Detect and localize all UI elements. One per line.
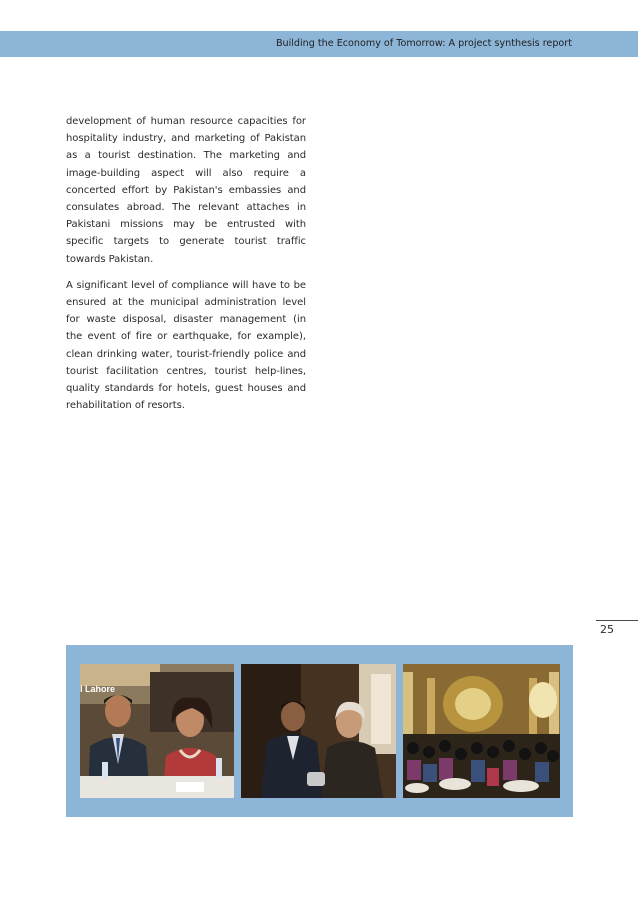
banner-text: l Lahore (80, 684, 116, 694)
paragraph-municipal-compliance: A significant level of compliance will have to be ensured at the municipal administration level for waste disposal, disaster management (in the event of fire or earthquake, for example), clean drinking water, tourist-friendly police and tourist facilitation centres, tourist help-lines, quality standards for hotels, guest houses and rehabilitation of resorts. (66, 279, 306, 412)
page-number-rule (596, 620, 638, 621)
photo-strip (66, 645, 573, 817)
photo-conversation (241, 664, 396, 798)
photo-panelists (80, 664, 234, 798)
photo-audience-hall (403, 664, 560, 798)
paragraph-tourism-marketing: development of human resource capacities for hospitality industry, and marketing of Pakistan as a tourist destination. The marketing and image-building aspect will also require a concerted effort by Pakistan's embassies and consulates abroad. The relevant attaches in Pakistani missions may be entrusted with specific targets to generate tourist traffic towards Pakistan. (66, 116, 306, 265)
header-band (0, 31, 638, 57)
page-number: 25 (600, 623, 614, 636)
body-text-column (66, 113, 306, 423)
report-title: Building the Economy of Tomorrow: A project synthesis report (275, 38, 572, 49)
